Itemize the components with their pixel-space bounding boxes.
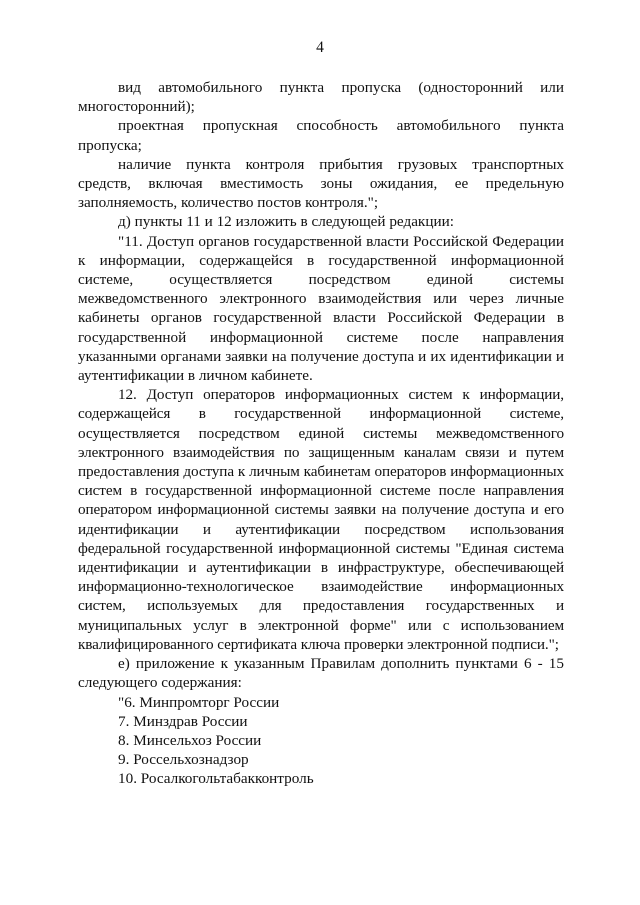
list-item: 7. Минздрав России	[118, 712, 248, 730]
paragraph-item-11: "11. Доступ органов государственной власти Российской Федерации к информации, содержащейся в государственной информационной системе, осуществляется посредством единой системы межведомственного электронного взаимодействия или через личные кабинеты органов государственной власти Российской Федерации в государственной информационной системе после направления указанными органами заявки на получение доступа и их идентификации и аутентификации в личном кабинете.	[78, 232, 564, 385]
paragraph-clause-e: е) приложение к указанным Правилам дополнить пунктами 6 - 15 следующего содержания:	[78, 655, 564, 692]
list-item: 9. Россельхознадзор	[118, 751, 249, 769]
paragraph-checkpoint-capacity: проектная пропускная способность автомобильного пункта пропуска;	[78, 117, 564, 154]
document-body	[78, 78, 564, 789]
paragraph-control-point: наличие пункта контроля прибытия грузовых транспортных средств, включая вместимость зоны ожидания, ее предельную заполняемость, количество постов контроля.";	[78, 155, 564, 212]
paragraph-clause-d: д) пункты 11 и 12 изложить в следующей редакции:	[118, 213, 454, 231]
list-item: 10. Росалкогольтабакконтроль	[118, 770, 314, 788]
page-number: 4	[316, 39, 324, 56]
list-item: 8. Минсельхоз России	[118, 731, 262, 749]
paragraph-checkpoint-type: вид автомобильного пункта пропуска (односторонний или многосторонний);	[78, 79, 564, 116]
list-item: "6. Минпромторг России	[118, 693, 280, 711]
paragraph-item-12: 12. Доступ операторов информационных систем к информации, содержащейся в государственной информационной системе, осуществляется посредством единой системы межведомственного электронного взаимодействия по защищенным каналам связи и путем предоставления доступа к личным кабинетам операторов информационных систем в государственной информационной системе после направления оператором информационной системы заявки на получение доступа и его идентификации и аутентификации посредством использования федеральной государственной информационной системы "Единая система идентификации и аутентификации в инфраструктуре, обеспечивающей информационно-технологическое взаимодействие информационных систем, используемых для предоставления государственных и муниципальных услуг в электронной форме" или с использованием квалифицированного сертификата ключа проверки электронной подписи.";	[78, 386, 564, 653]
